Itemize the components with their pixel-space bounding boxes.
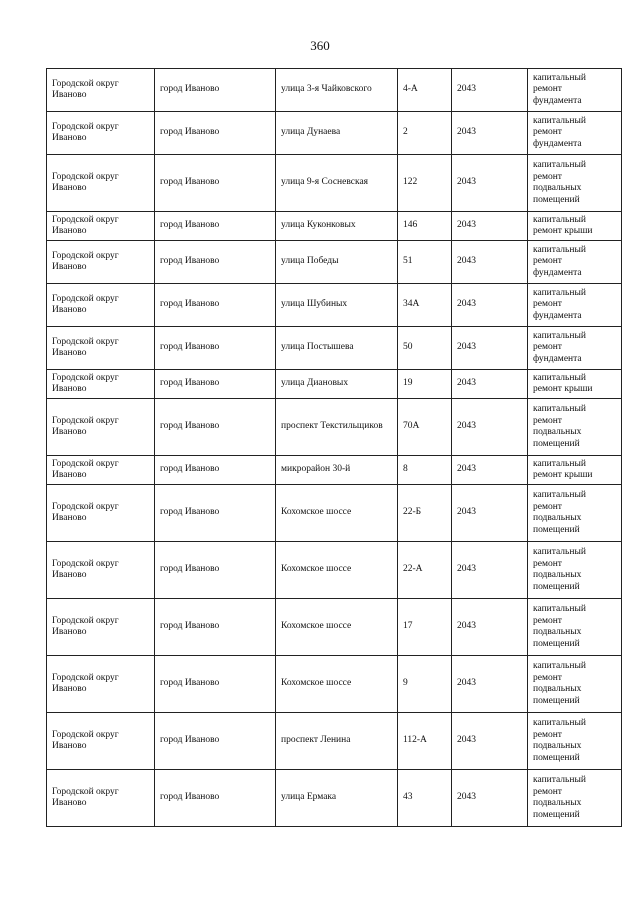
year-cell: 2043 xyxy=(452,370,528,399)
work-type-line: ремонт xyxy=(533,672,562,683)
city-cell: город Иваново xyxy=(155,241,276,284)
work-type-cell xyxy=(528,456,622,485)
work-type-line: ремонт xyxy=(533,501,562,512)
table-row xyxy=(47,370,622,399)
house-number-cell: 50 xyxy=(398,327,452,370)
street-cell: улица 9-я Сосневская xyxy=(276,155,398,212)
work-type-line: ремонт xyxy=(533,127,562,138)
district-cell: Городской округ Иваново xyxy=(47,69,155,112)
year-cell: 2043 xyxy=(452,399,528,456)
city-cell: город Иваново xyxy=(155,112,276,155)
work-type-line: ремонт xyxy=(533,299,562,310)
work-type-line: подвальных xyxy=(533,684,582,694)
year-cell: 2043 xyxy=(452,456,528,485)
work-type-line: помещений xyxy=(533,695,580,706)
table-row xyxy=(47,713,622,770)
city-cell: город Иваново xyxy=(155,599,276,656)
city-cell: город Иваново xyxy=(155,212,276,241)
street-cell: улица Диановых xyxy=(276,370,398,399)
work-type-line: ремонт xyxy=(533,615,562,626)
work-type-line: подвальных xyxy=(533,513,582,523)
district-cell: Городской округ Иваново xyxy=(47,656,155,713)
registry-table xyxy=(46,68,622,827)
street-cell: проспект Ленина xyxy=(276,713,398,770)
district-cell: Городской округ Иваново xyxy=(47,399,155,456)
district-cell: Городской округ Иваново xyxy=(47,485,155,542)
work-type-line: капитальный xyxy=(533,214,586,225)
work-type-line: фундамента xyxy=(533,310,582,321)
house-number-cell: 43 xyxy=(398,770,452,827)
house-number-cell: 34А xyxy=(398,284,452,327)
house-number-cell: 4-А xyxy=(398,69,452,112)
house-number-cell: 19 xyxy=(398,370,452,399)
work-type-cell xyxy=(528,241,622,284)
district-cell: Городской округ Иваново xyxy=(47,542,155,599)
district-cell: Городской округ Иваново xyxy=(47,241,155,284)
work-type-line: ремонт крыши xyxy=(533,470,593,480)
city-cell: город Иваново xyxy=(155,656,276,713)
table-row xyxy=(47,155,622,212)
house-number-cell: 146 xyxy=(398,212,452,241)
work-type-line: фундамента xyxy=(533,267,582,278)
work-type-line: подвальных xyxy=(533,627,582,637)
city-cell: город Иваново xyxy=(155,155,276,212)
house-number-cell: 2 xyxy=(398,112,452,155)
work-type-line: капитальный xyxy=(533,287,586,298)
table-row xyxy=(47,599,622,656)
work-type-line: капитальный xyxy=(533,244,586,255)
street-cell: улица 3-я Чайковского xyxy=(276,69,398,112)
year-cell: 2043 xyxy=(452,599,528,656)
city-cell: город Иваново xyxy=(155,327,276,370)
work-type-line: ремонт xyxy=(533,171,562,182)
table-row xyxy=(47,770,622,827)
work-type-line: подвальных xyxy=(533,183,582,193)
city-cell: город Иваново xyxy=(155,542,276,599)
work-type-cell xyxy=(528,713,622,770)
street-cell: Кохомское шоссе xyxy=(276,599,398,656)
district-cell: Городской округ Иваново xyxy=(47,155,155,212)
work-type-line: капитальный xyxy=(533,72,586,83)
work-type-cell xyxy=(528,327,622,370)
table-row xyxy=(47,284,622,327)
work-type-cell xyxy=(528,212,622,241)
district-cell: Городской округ Иваново xyxy=(47,112,155,155)
street-cell: Кохомское шоссе xyxy=(276,542,398,599)
work-type-line: капитальный xyxy=(533,718,586,728)
work-type-line: ремонт xyxy=(533,415,562,426)
table-body xyxy=(47,69,622,827)
work-type-line: ремонт xyxy=(533,84,562,95)
house-number-cell: 17 xyxy=(398,599,452,656)
work-type-line: фундамента xyxy=(533,95,582,106)
work-type-line: подвальных xyxy=(533,427,582,437)
work-type-cell xyxy=(528,599,622,656)
table-row xyxy=(47,656,622,713)
house-number-cell: 22-Б xyxy=(398,485,452,542)
work-type-line: капитальный xyxy=(533,490,586,500)
street-cell: Кохомское шоссе xyxy=(276,656,398,713)
year-cell: 2043 xyxy=(452,241,528,284)
work-type-line: подвальных xyxy=(533,741,582,751)
street-cell: улица Куконковых xyxy=(276,212,398,241)
year-cell: 2043 xyxy=(452,770,528,827)
table-row xyxy=(47,112,622,155)
work-type-cell xyxy=(528,656,622,713)
street-cell: улица Шубиных xyxy=(276,284,398,327)
work-type-line: ремонт xyxy=(533,786,562,797)
work-type-line: капитальный xyxy=(533,458,586,469)
district-cell: Городской округ Иваново xyxy=(47,212,155,241)
work-type-cell xyxy=(528,155,622,212)
house-number-cell: 9 xyxy=(398,656,452,713)
table-row xyxy=(47,212,622,241)
city-cell: город Иваново xyxy=(155,485,276,542)
city-cell: город Иваново xyxy=(155,399,276,456)
year-cell: 2043 xyxy=(452,327,528,370)
work-type-line: фундамента xyxy=(533,353,582,364)
work-type-cell xyxy=(528,284,622,327)
year-cell: 2043 xyxy=(452,155,528,212)
work-type-line: помещений xyxy=(533,194,580,205)
work-type-cell xyxy=(528,542,622,599)
year-cell: 2043 xyxy=(452,713,528,770)
work-type-line: помещений xyxy=(533,524,580,535)
work-type-line: ремонт крыши xyxy=(533,226,593,236)
work-type-line: ремонт xyxy=(533,342,562,353)
work-type-line: капитальный xyxy=(533,775,586,785)
house-number-cell: 8 xyxy=(398,456,452,485)
street-cell: улица Постышева xyxy=(276,327,398,370)
year-cell: 2043 xyxy=(452,112,528,155)
table-row xyxy=(47,485,622,542)
district-cell: Городской округ Иваново xyxy=(47,370,155,399)
district-cell: Городской округ Иваново xyxy=(47,456,155,485)
street-cell: микрорайон 30-й xyxy=(276,456,398,485)
page-number: 360 xyxy=(310,38,330,53)
year-cell: 2043 xyxy=(452,485,528,542)
work-type-line: капитальный xyxy=(533,404,586,414)
district-cell: Городской округ Иваново xyxy=(47,327,155,370)
work-type-cell xyxy=(528,69,622,112)
district-cell: Городской округ Иваново xyxy=(47,284,155,327)
city-cell: город Иваново xyxy=(155,69,276,112)
work-type-line: капитальный xyxy=(533,547,586,557)
year-cell: 2043 xyxy=(452,69,528,112)
work-type-line: подвальных xyxy=(533,570,582,580)
street-cell: улица Победы xyxy=(276,241,398,284)
street-cell: Кохомское шоссе xyxy=(276,485,398,542)
work-type-cell xyxy=(528,485,622,542)
district-cell: Городской округ Иваново xyxy=(47,599,155,656)
city-cell: город Иваново xyxy=(155,770,276,827)
work-type-line: ремонт xyxy=(533,256,562,267)
work-type-line: помещений xyxy=(533,752,580,763)
work-type-cell xyxy=(528,370,622,399)
work-type-line: помещений xyxy=(533,638,580,649)
table-row xyxy=(47,542,622,599)
work-type-line: ремонт xyxy=(533,729,562,740)
district-cell: Городской округ Иваново xyxy=(47,713,155,770)
work-type-line: капитальный xyxy=(533,604,586,614)
work-type-line: помещений xyxy=(533,809,580,820)
work-type-line: капитальный xyxy=(533,372,586,383)
work-type-line: помещений xyxy=(533,438,580,449)
work-type-line: помещений xyxy=(533,581,580,592)
year-cell: 2043 xyxy=(452,212,528,241)
year-cell: 2043 xyxy=(452,542,528,599)
district-cell: Городской округ Иваново xyxy=(47,770,155,827)
city-cell: город Иваново xyxy=(155,713,276,770)
street-cell: улица Дунаева xyxy=(276,112,398,155)
work-type-line: подвальных xyxy=(533,798,582,808)
house-number-cell: 122 xyxy=(398,155,452,212)
house-number-cell: 70А xyxy=(398,399,452,456)
work-type-line: фундамента xyxy=(533,138,582,149)
table-row xyxy=(47,69,622,112)
table-row xyxy=(47,241,622,284)
street-cell: проспект Текстильщиков xyxy=(276,399,398,456)
house-number-cell: 22-А xyxy=(398,542,452,599)
work-type-line: ремонт крыши xyxy=(533,384,593,394)
street-cell: улица Ермака xyxy=(276,770,398,827)
work-type-line: капитальный xyxy=(533,330,586,341)
year-cell: 2043 xyxy=(452,656,528,713)
table-row xyxy=(47,399,622,456)
city-cell: город Иваново xyxy=(155,456,276,485)
year-cell: 2043 xyxy=(452,284,528,327)
city-cell: город Иваново xyxy=(155,284,276,327)
work-type-cell xyxy=(528,399,622,456)
work-type-line: ремонт xyxy=(533,558,562,569)
work-type-cell xyxy=(528,770,622,827)
house-number-cell: 112-А xyxy=(398,713,452,770)
work-type-line: капитальный xyxy=(533,160,586,170)
city-cell: город Иваново xyxy=(155,370,276,399)
work-type-line: капитальный xyxy=(533,115,586,126)
table-row xyxy=(47,456,622,485)
table-row xyxy=(47,327,622,370)
work-type-line: капитальный xyxy=(533,661,586,671)
house-number-cell: 51 xyxy=(398,241,452,284)
work-type-cell xyxy=(528,112,622,155)
